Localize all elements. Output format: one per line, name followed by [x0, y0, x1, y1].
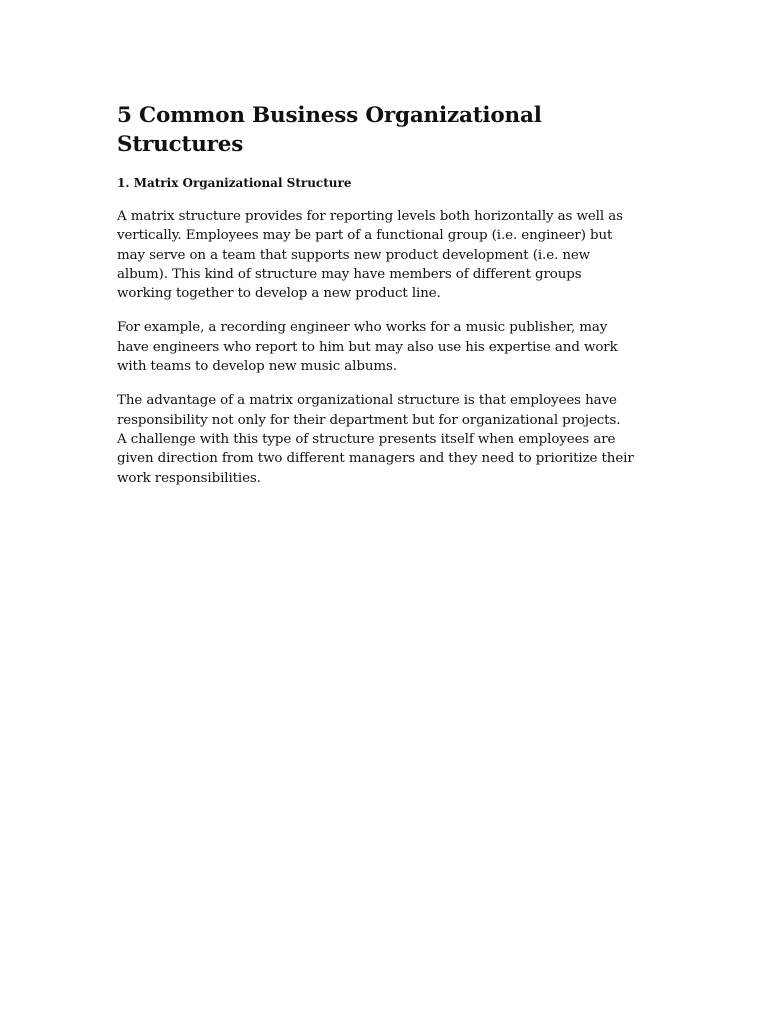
text-line: A challenge with this type of structure presents itself when employees are: [117, 431, 616, 447]
title-line: 5 Common Business Organizational: [117, 103, 542, 128]
paragraph-advantage: [117, 391, 662, 487]
text-line: A matrix structure provides for reporting levels both horizontally as well as: [117, 209, 623, 224]
text-line: have engineers who report to him but may also use his expertise and work: [117, 339, 618, 355]
text-line: given direction from two different managers and they need to prioritize their: [117, 451, 634, 467]
document-body: [117, 101, 662, 488]
text-line: The advantage of a matrix organizational structure is that employees have: [117, 393, 617, 409]
paragraph-example: [117, 318, 662, 376]
text-line: working together to develop a new product line.: [117, 286, 441, 302]
paragraph-matrix-definition: [117, 207, 662, 303]
page-title: [117, 101, 662, 159]
text-line: work responsibilities.: [117, 470, 261, 486]
text-line: may serve on a team that supports new product development (i.e. new: [117, 247, 591, 263]
title-line: Structures: [117, 132, 244, 157]
text-line: responsibility not only for their department but for organizational projects.: [117, 412, 621, 428]
text-line: with teams to develop new music albums.: [117, 359, 397, 375]
text-line: vertically. Employees may be part of a functional group (i.e. engineer) but: [117, 228, 613, 244]
text-line: album). This kind of structure may have members of different groups: [117, 266, 582, 282]
section-heading: 1. Matrix Organizational Structure: [117, 176, 352, 190]
text-line: For example, a recording engineer who works for a music publisher, may: [117, 320, 608, 336]
